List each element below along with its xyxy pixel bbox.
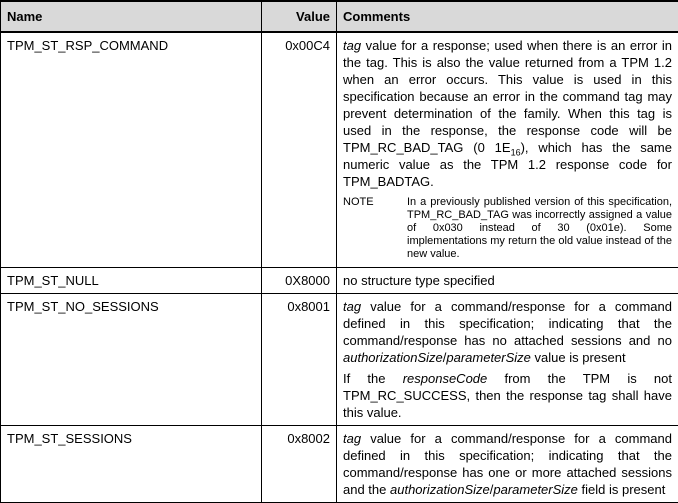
comment-emphasis: authorizationSize [390, 482, 490, 497]
row-name: TPM_ST_SESSIONS [1, 426, 262, 503]
row-value: 0x8001 [262, 294, 337, 426]
subscript-base: 16 [511, 148, 521, 158]
comment-paragraph [343, 37, 672, 190]
row-comments [337, 294, 678, 426]
comment-text: If the [343, 371, 403, 386]
comment-tag-term: tag [343, 431, 361, 446]
comments-column-header: Comments [337, 1, 678, 32]
comment-text-continued: ), which has the same numeric value as the TPM 1.2 response code for TPM_BADTAG. [343, 140, 672, 189]
table-row [1, 268, 678, 294]
comment-text-continued: field is present [578, 482, 665, 497]
comment-emphasis: authorizationSize [343, 350, 443, 365]
comment-emphasis: responseCode [403, 371, 488, 386]
comment-tag-term: tag [343, 38, 361, 53]
note-block [343, 196, 672, 261]
table-row [1, 32, 678, 268]
row-name: TPM_ST_NULL [1, 268, 262, 294]
name-column-header: Name [1, 1, 262, 32]
table-row [1, 294, 678, 426]
comment-text: value for a command/response for a command defined in this specification; indicating that the command/response has no attached sessions and no [343, 299, 672, 348]
row-value: 0X8000 [262, 268, 337, 294]
note-text: In a previously published version of this specification, TPM_RC_BAD_TAG was incorrectly assigned a value of 0x030 instead of 30 (0x01e). Some implementations my return the old value instead of the new value. [407, 196, 672, 261]
comment-separator: / [490, 482, 494, 497]
note-label: NOTE [343, 196, 407, 261]
comment-text-continued: value is present [531, 350, 626, 365]
table-body [1, 32, 678, 503]
comment-text-continued: from the TPM is not TPM_RC_SUCCESS, then the response tag shall have this value. [343, 371, 672, 420]
comment-tag-term: tag [343, 299, 361, 314]
row-name: TPM_ST_RSP_COMMAND [1, 32, 262, 268]
comment-paragraph [343, 430, 672, 498]
table-header [1, 1, 678, 32]
row-value: 0x8002 [262, 426, 337, 503]
comment-emphasis: parameterSize [493, 482, 578, 497]
row-comments [337, 32, 678, 268]
comment-emphasis: parameterSize [446, 350, 531, 365]
comment-text: value for a command/response for a command defined in this specification; indicating that the command/response has one or more attached sessions and the [343, 431, 672, 497]
row-comments [337, 268, 678, 294]
row-comments [337, 426, 678, 503]
comment-paragraph [343, 370, 672, 421]
comment-separator: / [443, 350, 447, 365]
comment-paragraph [343, 298, 672, 366]
row-value: 0x00C4 [262, 32, 337, 268]
value-column-header: Value [262, 1, 337, 32]
comment-text: value for a response; used when there is an error in the tag. This is also the value returned from a TPM 1.2 when an error occurs. This value is used in this specification because an error in the command tag may prevent determination of the family. When this tag is used in the response, the response code will be TPM_RC_BAD_TAG (0 1E [343, 38, 672, 155]
comment-paragraph: no structure type specified [343, 272, 672, 289]
table-row [1, 426, 678, 503]
row-name: TPM_ST_NO_SESSIONS [1, 294, 262, 426]
header-row [1, 1, 678, 32]
